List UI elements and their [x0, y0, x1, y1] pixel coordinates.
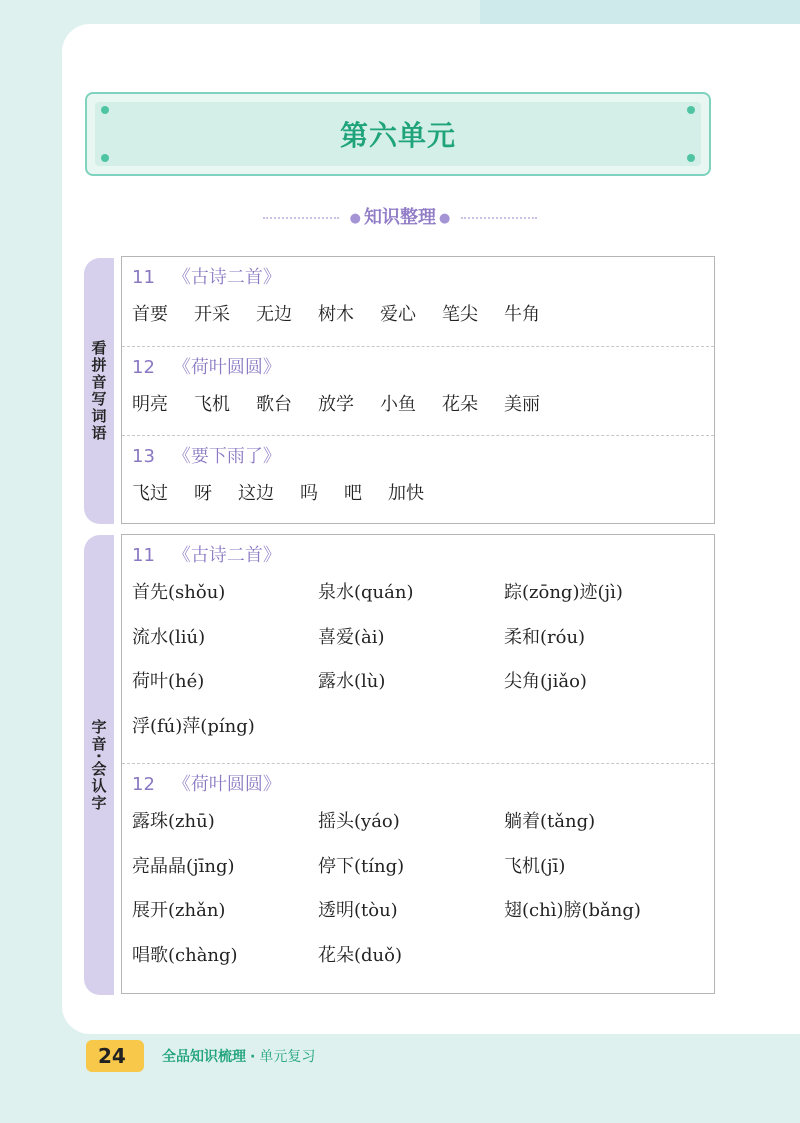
book-title: 全品知识梳理: [162, 1049, 246, 1065]
corner-dot: [687, 106, 695, 114]
dotted-line: [461, 217, 537, 219]
lesson-number: 13: [132, 446, 155, 467]
word: 明亮: [132, 394, 168, 415]
bullet-icon: ●: [439, 210, 451, 226]
character-item: 展开(zhǎn): [132, 900, 226, 922]
separator: ·: [250, 1049, 256, 1065]
word-list: [132, 474, 714, 514]
lesson-title: 《荷叶圆圆》: [172, 357, 281, 378]
lesson-number: 12: [132, 774, 155, 795]
lesson-heading: [132, 535, 714, 573]
character-item: 荷叶(hé): [132, 671, 205, 693]
section-label: 单元复习: [259, 1049, 316, 1065]
character-item: 躺着(tǎng): [504, 811, 596, 832]
lesson-section: [122, 257, 714, 346]
tab-character-sounds: [84, 535, 114, 995]
lesson-number: 11: [132, 267, 155, 288]
character-item: 唱歌(chàng): [132, 944, 238, 966]
word: 美丽: [504, 394, 540, 415]
lesson-heading: [132, 257, 714, 295]
character-item: 泉水(quán): [318, 582, 414, 603]
word-list: [132, 385, 714, 425]
lesson-title: 《古诗二首》: [172, 267, 281, 288]
character-grid: [132, 573, 714, 751]
top-band: [480, 0, 800, 24]
word: 爱心: [380, 304, 416, 325]
word: 树木: [318, 304, 354, 325]
character-item: 透明(tòu): [318, 900, 398, 922]
lesson-title: 《古诗二首》: [172, 545, 281, 566]
lesson-section: [122, 535, 714, 763]
character-sounds-box: [121, 534, 715, 994]
pinyin-words-box: [121, 256, 715, 524]
word: 花朵: [442, 394, 478, 415]
character-grid: [132, 802, 714, 980]
lesson-number: 11: [132, 545, 155, 566]
word: 小鱼: [380, 394, 416, 415]
unit-title: 第六单元: [339, 119, 456, 152]
character-item: 浮(fú)萍(píng): [132, 715, 255, 737]
lesson-section: [122, 435, 714, 523]
unit-title-box: [85, 92, 711, 176]
character-item: 翅(chì)膀(bǎng): [504, 900, 641, 922]
character-item: 尖角(jiǎo): [504, 671, 587, 693]
word: 吧: [344, 483, 362, 504]
character-item: 花朵(duǒ): [318, 944, 402, 966]
word: 开采: [194, 304, 230, 325]
word: 牛角: [504, 304, 540, 325]
character-item: 飞机(jī): [504, 855, 566, 877]
character-item: 停下(tíng): [318, 855, 405, 877]
word: 放学: [318, 394, 354, 415]
corner-dot: [687, 154, 695, 162]
character-item: 亮晶晶(jīng): [132, 855, 235, 877]
character-item: 柔和(róu): [504, 626, 586, 648]
lesson-title: 《要下雨了》: [172, 446, 281, 467]
word: 笔尖: [442, 304, 478, 325]
word: 首要: [132, 304, 168, 325]
lesson-heading: [132, 347, 714, 385]
lesson-heading: [132, 436, 714, 474]
tab-label: 看拼音写词语: [89, 340, 108, 442]
tab-label: 字音·会认字: [89, 718, 108, 812]
lesson-heading: [132, 764, 714, 802]
lesson-number: 12: [132, 357, 155, 378]
word-list: [132, 295, 714, 335]
tab-pinyin-words: [84, 258, 114, 524]
word: 歌台: [256, 394, 292, 415]
word: 飞过: [132, 483, 168, 504]
character-item: 踪(zōng)迹(jì): [504, 582, 623, 603]
character-item: 摇头(yáo): [318, 811, 400, 832]
lesson-section: [122, 763, 714, 993]
section-title: 知识整理: [364, 207, 436, 228]
word: 无边: [256, 304, 292, 325]
character-item: 首先(shǒu): [132, 582, 226, 603]
character-item: 露珠(zhū): [132, 811, 215, 832]
character-item: 流水(liú): [132, 626, 206, 648]
word: 吗: [300, 483, 318, 504]
word: 飞机: [194, 394, 230, 415]
footer-text: [162, 1046, 315, 1066]
word: 这边: [238, 483, 274, 504]
section-heading: [0, 203, 800, 231]
dotted-line: [263, 217, 339, 219]
corner-dot: [101, 154, 109, 162]
character-item: 露水(lù): [318, 671, 386, 693]
bullet-icon: ●: [349, 210, 361, 226]
lesson-title: 《荷叶圆圆》: [172, 774, 281, 795]
word: 呀: [194, 483, 212, 504]
corner-dot: [101, 106, 109, 114]
page-number: 24: [86, 1040, 144, 1072]
lesson-section: [122, 346, 714, 435]
character-item: 喜爱(ài): [318, 626, 385, 648]
word: 加快: [388, 483, 424, 504]
